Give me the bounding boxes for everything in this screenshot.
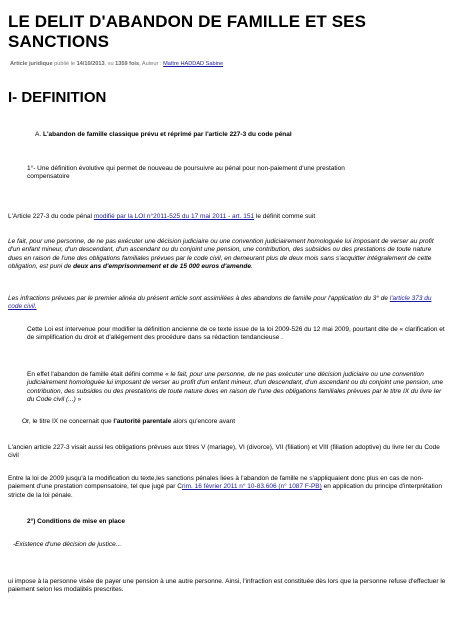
quote-assimilated [8, 295, 446, 312]
para-titre-ix-text: Or, le titre IX ne concernait que [22, 418, 112, 425]
para-2009-text: Entre la loi de 2009 jusqu'à la modification du texte,les sanctions pénales liées à l'abandon de famille ne s'appliquaient donc plus en cas de non-paiement d'une prestation compensatoire, tel que jugé par C [8, 475, 424, 491]
page-title: LE DELIT D'ABANDON DE FAMILLE ET SES SANCTIONS [8, 12, 367, 51]
para-evolutive: 1°- Une définition évolutive qui permet de nouveau de poursuivre au pénal pour non-paiement d'une prestation compensatoire [27, 165, 345, 181]
para-ancien-definition [27, 371, 446, 404]
meta-published-prefix: publié le [54, 61, 75, 67]
para-titre-ix [22, 418, 442, 426]
section-title: I- DEFINITION [8, 89, 107, 106]
meta-views: 1359 fois [115, 61, 140, 67]
article-meta [10, 61, 223, 67]
meta-category: Article juridique [10, 61, 53, 67]
para-ancien-end: » [77, 395, 82, 403]
crim-2011-link[interactable]: rim. 16 février 2011 n° 10-83.606 (n° 1087 F-PB) [181, 483, 322, 491]
meta-date: 14/10/2013 [76, 61, 105, 67]
quote-definition-end: . [251, 262, 253, 270]
heading-conditions: 2°) Conditions de mise en place [27, 518, 125, 525]
meta-author-prefix: , Auteur : [139, 61, 162, 67]
author-link[interactable]: Maître HADDAD Sabine [163, 61, 224, 67]
para-2009 [8, 475, 446, 500]
subsection-a [35, 131, 435, 139]
para-impose: ui impose à la personne visée de payer une pension à une autre personne. Ainsi, l'infraction est constituée dès lors que la personne refuse d'effectuer le paiement selon les modalités prescrites. [8, 578, 446, 594]
loi-2011-link[interactable]: modifié par la LOI n°2011-525 du 17 mai 2011 - art. 151 [93, 213, 255, 220]
subsection-a-title: L'abandon de famille classique prévu et réprimé par l'article 227-3 du code pénal [42, 131, 292, 138]
para-article [8, 213, 446, 221]
autorite-parentale: l'autorité parentale [113, 418, 172, 425]
para-ancien-intro: En effet l'abandon de famille était défini comme « [27, 371, 169, 378]
para-ancien-227: L'ancien article 227-3 visait aussi les obligations prévues aux titres V (mariage), VI (divorce), VII (filiation) et VIII (filiation adoptive) du livre Ier du Code civil [8, 444, 440, 460]
para-existence: -Existence d'une décision de justice... [13, 541, 122, 548]
quote-penalty: deux ans d'emprisonnement et de 15 000 euros d'amende [73, 262, 251, 270]
para-article-end: le définit comme suit [255, 213, 316, 220]
quote-assimilated-text: Les infractions prévues par le premier alinéa du présent article sont assimilées à des abandons de famille pour l'application du 3° de [8, 295, 388, 302]
article-373-link[interactable]: l'article 373 du code civil. [8, 295, 432, 311]
meta-views-prefix: , vu [104, 61, 114, 67]
para-2009-end: en application du principe d'interprétation stricte de la loi pénale. [8, 483, 442, 499]
subsection-marker: A. [35, 131, 42, 138]
para-titre-ix-end: alors qu'encore avant [173, 418, 236, 425]
para-article-text: L'Article 227-3 du code pénal [8, 213, 92, 220]
quote-definition [8, 238, 446, 271]
quote-definition-text: Le fait, pour une personne, de ne pas exécuter une décision judiciaire ou une convention judiciairement homologuée lui imposant de verser au profit d'un enfant mineur, d'un descendant, d'un ascendant ou du conjoint une pension, une contribution, des subsides ou des prestations de toute nature dues en raison de l'une des obligations familiales prévues par le code civil, en demeurant plus de deux mois sans s'acquitter intégralement de cette obligation, est puni de [8, 238, 434, 270]
para-loi: Cette Loi est intervenue pour modifier la définition ancienne de ce texte issue de la loi 2009-526 du 12 mai 2009, pourtant dite de « clarification et de simplification du droit et d'allégement des procédure dans sa rédaction tendancieuse . [27, 326, 445, 342]
para-ancien-quote: le fait, pour une personne, de ne pas exécuter une décision judiciaire ou une convention judiciairement homologuée lui imposant de verser au profit d'un enfant mineur, d'un descendant, d'un ascendant ou du conjoint une pension, une contribution, des subsides ou des prestations de toute nature dues en raison de l'une des obligations familiales prévues par le titre IX du livre Ier du Code civil (...) [27, 371, 444, 403]
